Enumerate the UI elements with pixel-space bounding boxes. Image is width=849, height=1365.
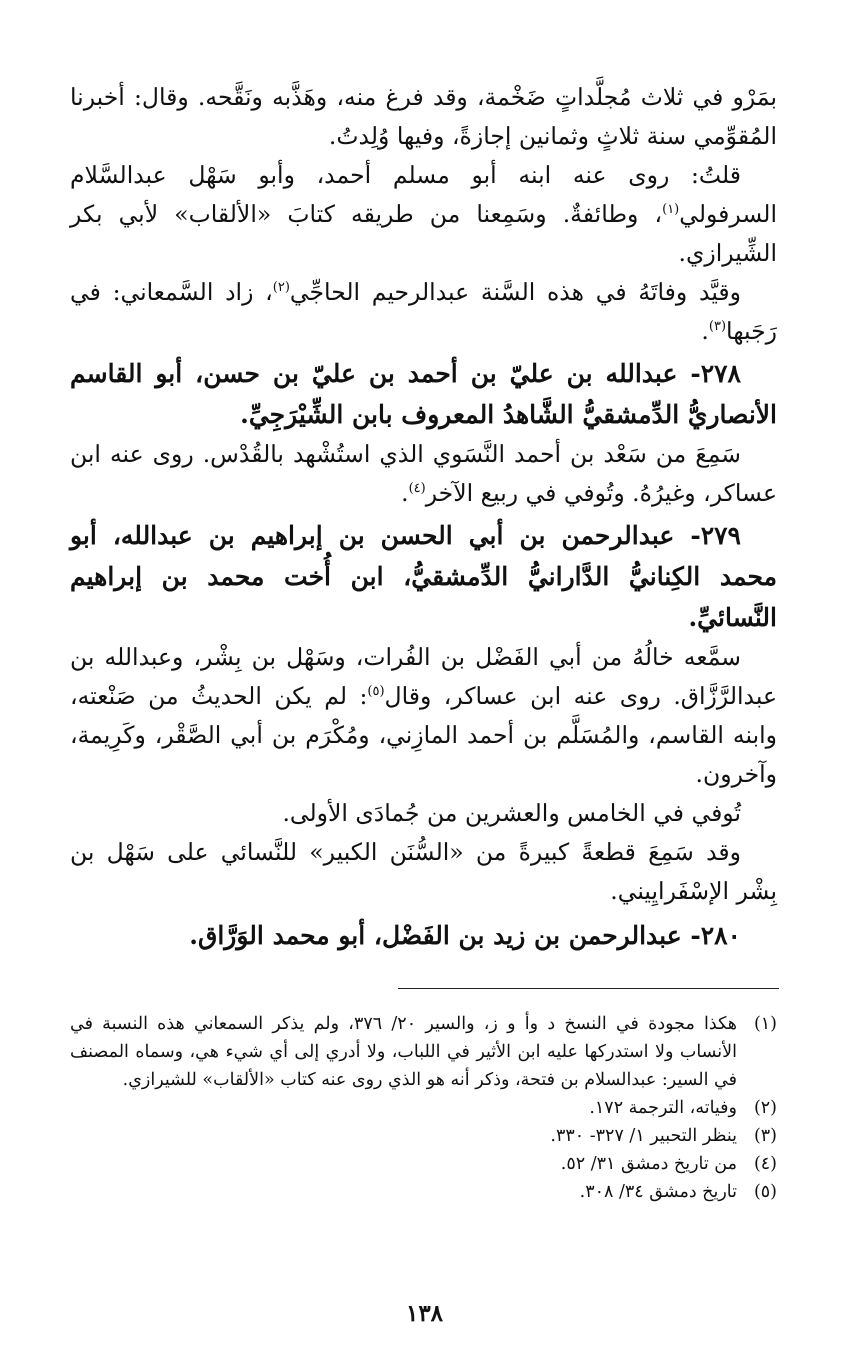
footnote-text: ينظر التحبير ١/ ٣٢٧- ٣٣٠. [550, 1126, 737, 1146]
paragraph-text: ، وطائفةٌ. وسَمِعنا من طريقه كتابَ «الألقاب» لأبي بكر الشِّيرازي. [70, 200, 777, 267]
paragraph-text: . [701, 317, 709, 345]
footnote-ref[interactable]: (٥) [367, 684, 385, 700]
main-text [70, 78, 777, 956]
footnotes [70, 1010, 777, 1206]
footnote-number: (٥) [753, 1182, 777, 1202]
paragraph-text: : لم يكن الحديثُ من صَنْعته، وابنه القاسم، والمُسَلَّم بن أحمد المازِني، ومُكْرَم بن أبي الصَّقْر، وكَرِيمة، وآخرون. [70, 682, 777, 788]
footnote-text: من تاريخ دمشق ٣١/ ٥٢. [560, 1154, 737, 1174]
page-number: ١٣٨ [405, 1300, 444, 1327]
footnote-item [70, 1178, 777, 1206]
paragraph [70, 156, 777, 273]
footnote-ref[interactable]: (١) [662, 202, 680, 218]
entry-heading-280: ٢٨٠- عبدالرحمن بن زيد بن الفَضْل، أبو محمد الوَرَّاق. [189, 921, 741, 950]
paragraph: وقد سَمِعَ قطعةً كبيرةً من «السُّنَن الكبير» للنَّسائي على سَهْل بن بِشْر الإسْفَرايِيني. [70, 838, 777, 905]
entry-heading-278: ٢٧٨- عبدالله بن عليّ بن أحمد بن عليّ بن حسن، أبو القاسم الأنصاريُّ الدِّمشقيُّ الشَّاهدُ المعروف بابن الشِّيْرَجِيِّ. [70, 359, 777, 429]
footnote-ref[interactable]: (٢) [272, 280, 290, 296]
paragraph: تُوفي في الخامس والعشرين من جُمادَى الأولى. [282, 799, 741, 827]
paragraph-text: . [401, 479, 409, 507]
paragraph-text: سمَّعه خالُهُ من أبي الفَضْل بن الفُرات، وسَهْل بن بِشْر، وعبدالله بن عبدالرَّزَّاق. روى عنه ابن عساكر، وقال [70, 643, 777, 710]
paragraph [70, 638, 777, 794]
footnote-text: تاريخ دمشق ٣٤/ ٣٠٨. [579, 1182, 737, 1202]
paragraph-text: سَمِعَ من سَعْد بن أحمد النَّسَوي الذي استُشْهد بالقُدْس. روى عنه ابن عساكر، وغيرُهُ. وتُوفي في ربيع الآخر [70, 440, 777, 507]
footnote-number: (٢) [753, 1098, 777, 1118]
footnote-text: وفياته، الترجمة ١٧٢. [589, 1098, 737, 1118]
footnote-item [70, 1094, 777, 1122]
footnote-ref[interactable]: (٣) [708, 319, 727, 335]
footnote-item [70, 1122, 777, 1150]
footnote-ref[interactable]: (٤) [408, 481, 426, 497]
footnote-text: هكذا مجودة في النسخ د وأ و ز، والسير ٢٠/ ٣٧٦، ولم يذكر السمعاني هذه النسبة في الأنساب ولا استدركها عليه ابن الأثير في اللباب، ولا أدري إلى أي شيء هي، وسماه المصنف في السير: عبدالسلام بن فتحة، وذكر أنه هو الذي روى عنه كتاب «الألقاب» للشيرازي. [70, 1014, 737, 1090]
paragraph-text: وقيَّد وفاتَهُ في هذه السَّنة عبدالرحيم الحاجِّي [289, 278, 741, 306]
paragraph-text: بمَرْو في ثلاث مُجلَّداتٍ ضَخْمة، وقد فرغ منه، وهَذَّبه ونَقَّحه. وقال: أخبرنا المُقوِّمي سنة ثلاثٍ وثمانين إجازةً، وفيها وُلِدتُ. [70, 83, 777, 150]
footnote-item [70, 1010, 777, 1094]
footnote-number: (٣) [753, 1126, 777, 1146]
paragraph [70, 435, 777, 513]
paragraph-text: قلتُ: روى عنه ابنه أبو مسلم أحمد، وأبو سَهْل عبدالسَّلام السرفولي [70, 161, 777, 228]
footnote-item [70, 1150, 777, 1178]
paragraph [70, 78, 777, 156]
paragraph [70, 273, 777, 351]
footnote-divider [398, 988, 779, 989]
footnote-number: (٤) [753, 1154, 777, 1174]
entry-heading-279: ٢٧٩- عبدالرحمن بن أبي الحسن بن إبراهيم بن عبدالله، أبو محمد الكِنانيُّ الدَّارانيُّ الدِّمشقيُّ، ابن أُخت محمد بن إبراهيم النَّسائيِّ. [70, 521, 777, 632]
paragraph-text: ، زاد السَّمعاني: في رَجَبها [70, 278, 777, 345]
footnote-number: (١) [753, 1014, 777, 1034]
